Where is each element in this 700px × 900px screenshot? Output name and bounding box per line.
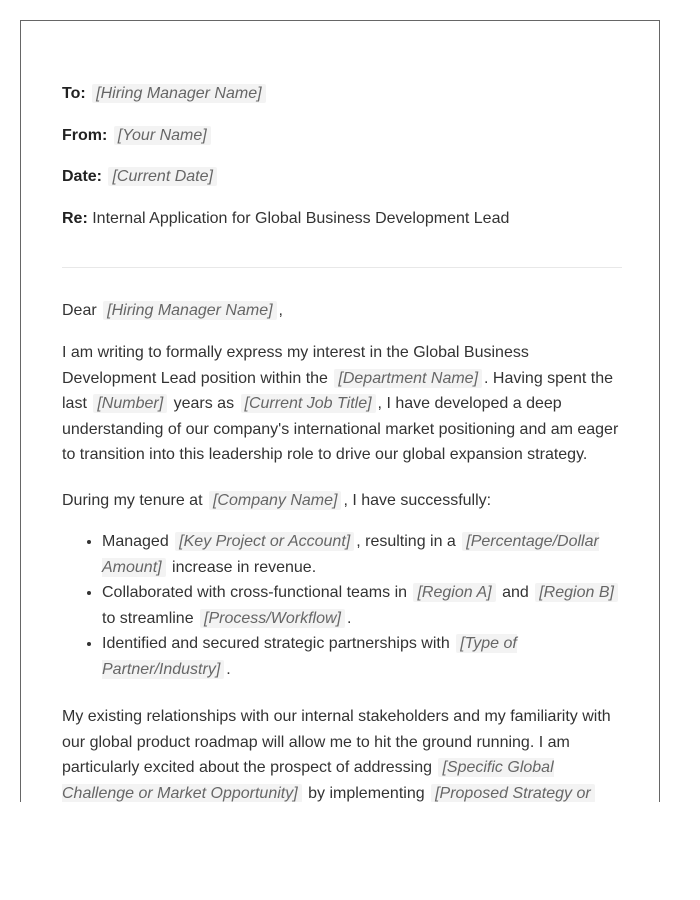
amount-placeholder: [Percentage/Dollar Amount]	[102, 533, 599, 576]
date-label: Date:	[62, 168, 103, 185]
salutation-name-placeholder: [Hiring Manager Name]	[103, 301, 276, 320]
para1-text-4: , I have developed a deep understanding of our company's international market positioning and am eager to transition into this leadership role to drive our global expansion strategy.	[62, 395, 619, 463]
re-label: Re:	[62, 210, 88, 227]
bullet2-text-3: to streamline	[102, 609, 194, 627]
para3-text-2: by implementing	[308, 784, 425, 802]
para1-text-3: years as	[173, 395, 235, 412]
re-subject: Internal Application for Global Business Development Lead	[92, 210, 510, 227]
from-placeholder: [Your Name]	[114, 126, 211, 145]
number-placeholder: [Number]	[93, 394, 167, 413]
list-item	[102, 631, 622, 682]
from-line	[62, 123, 213, 149]
para3-text-1: My existing relationships with our internal stakeholders and my familiarity with our global product roadmap will allow me to hit the ground running. I am particularly excited about the prospect of addressing	[62, 708, 611, 776]
bullet1-text-3: increase in revenue.	[172, 558, 317, 576]
para1-text-1: I am writing to formally express my interest in the Global Business Development Lead position within the	[62, 344, 529, 387]
bullet2-text-4: .	[346, 609, 352, 627]
para2-text-2: , I have successfully:	[343, 492, 492, 509]
salutation-punct: ,	[278, 302, 283, 319]
from-label: From:	[62, 127, 108, 144]
bullet1-text-2: , resulting in a	[356, 533, 456, 550]
bullet1-text-1: Managed	[102, 533, 169, 550]
salutation-greeting: Dear	[62, 302, 97, 319]
list-item	[102, 529, 622, 580]
company-placeholder: [Company Name]	[209, 491, 342, 510]
para1-text-2: . Having spent the last	[62, 369, 613, 412]
bullet3-text-2: .	[226, 660, 231, 678]
region-b-placeholder: [Region B]	[535, 583, 618, 602]
bullet2-text-1: Collaborated with cross-functional teams in	[102, 584, 408, 601]
bullet3-text-1: Identified and secured strategic partnerships with	[102, 635, 450, 652]
paragraph-closing	[62, 704, 622, 802]
to-label: To:	[62, 85, 86, 102]
paragraph-tenure	[62, 488, 622, 514]
to-line	[62, 81, 268, 107]
department-placeholder: [Department Name]	[334, 369, 482, 388]
achievements-list	[62, 529, 622, 682]
date-line	[62, 164, 219, 190]
region-a-placeholder: [Region A]	[413, 583, 495, 602]
salutation	[62, 298, 622, 324]
challenge-placeholder: [Specific Global Challenge or Market Opportunity]	[62, 759, 554, 802]
list-item	[102, 580, 622, 631]
paragraph-intro	[62, 340, 622, 468]
re-line	[62, 206, 509, 232]
partner-placeholder: [Type of Partner/Industry]	[102, 635, 517, 678]
process-placeholder: [Process/Workflow]	[200, 609, 345, 628]
bullet2-text-2: and	[502, 584, 529, 601]
job-title-placeholder: [Current Job Title]	[241, 394, 376, 413]
letter-document	[20, 20, 660, 802]
date-placeholder: [Current Date]	[108, 167, 216, 186]
header-divider	[62, 267, 622, 268]
key-project-placeholder: [Key Project or Account]	[175, 532, 354, 551]
strategy-placeholder: [Proposed Strategy or	[431, 784, 595, 803]
to-placeholder: [Hiring Manager Name]	[92, 84, 265, 103]
para2-text-1: During my tenure at	[62, 492, 203, 509]
